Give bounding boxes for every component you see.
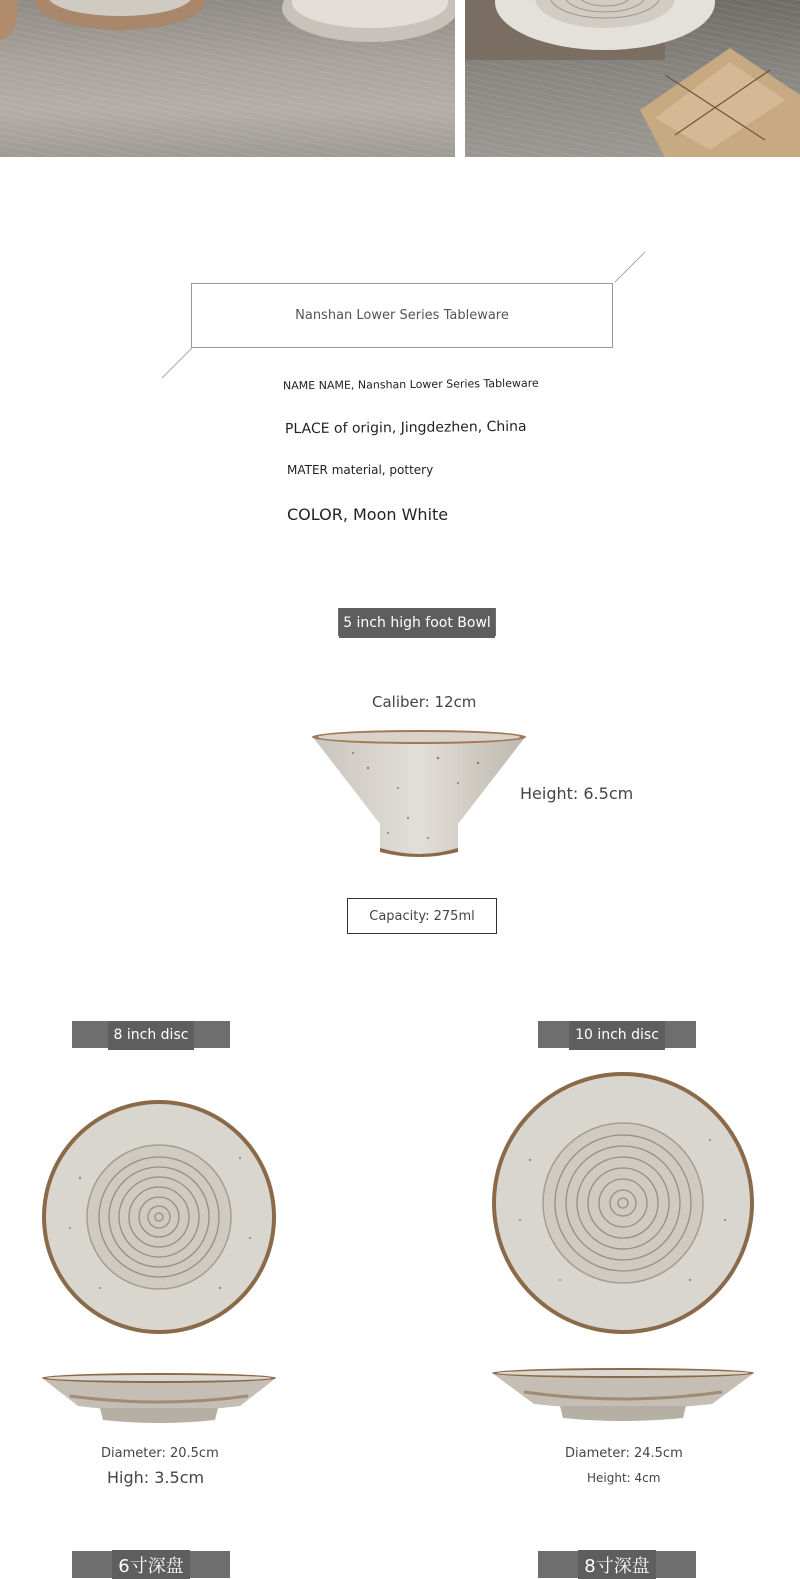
spec-name: NAME NAME, Nanshan Lower Series Tableware bbox=[282, 376, 539, 393]
disc10-tag bbox=[538, 1021, 696, 1048]
tableware-photo-left bbox=[0, 0, 455, 157]
spec-place: PLACE of origin, Jingdezhen, China bbox=[284, 418, 527, 438]
deep-plate-8-tag-label: 8寸深盘 bbox=[578, 1550, 655, 1579]
series-title: Nanshan Lower Series Tableware bbox=[295, 308, 509, 323]
spec-color: COLOR, Moon White bbox=[287, 505, 449, 524]
bowl-capacity: Capacity: 275ml bbox=[369, 908, 475, 924]
spec-material: MATER material, pottery bbox=[287, 463, 434, 477]
disc8-tag-label: 8 inch disc bbox=[108, 1021, 195, 1050]
disc10-top-image bbox=[490, 1070, 756, 1336]
bowl-height: Height: 6.5cm bbox=[520, 784, 634, 803]
disc10-tag-label: 10 inch disc bbox=[569, 1021, 665, 1050]
disc8-height: High: 3.5cm bbox=[107, 1468, 205, 1487]
series-title-box bbox=[191, 283, 613, 348]
deep-plate-6-tag bbox=[72, 1551, 230, 1578]
disc8-side-image bbox=[40, 1372, 278, 1428]
bowl-caliber: Caliber: 12cm bbox=[372, 693, 477, 711]
disc8-top-image bbox=[40, 1098, 278, 1336]
deep-plate-6-tag-label: 6寸深盘 bbox=[112, 1550, 189, 1579]
disc10-diameter: Diameter: 24.5cm bbox=[565, 1446, 683, 1461]
disc8-tag bbox=[72, 1021, 230, 1048]
bowl-tag bbox=[338, 608, 496, 636]
bowl-tag-label: 5 inch high foot Bowl bbox=[339, 608, 495, 638]
bowl-capacity-box bbox=[347, 898, 497, 934]
tableware-photo-right bbox=[465, 0, 800, 157]
bowl-image bbox=[308, 728, 530, 860]
disc10-side-image bbox=[490, 1366, 756, 1426]
disc8-diameter: Diameter: 20.5cm bbox=[101, 1446, 219, 1461]
deep-plate-8-tag bbox=[538, 1551, 696, 1578]
disc10-height: Height: 4cm bbox=[587, 1471, 661, 1485]
